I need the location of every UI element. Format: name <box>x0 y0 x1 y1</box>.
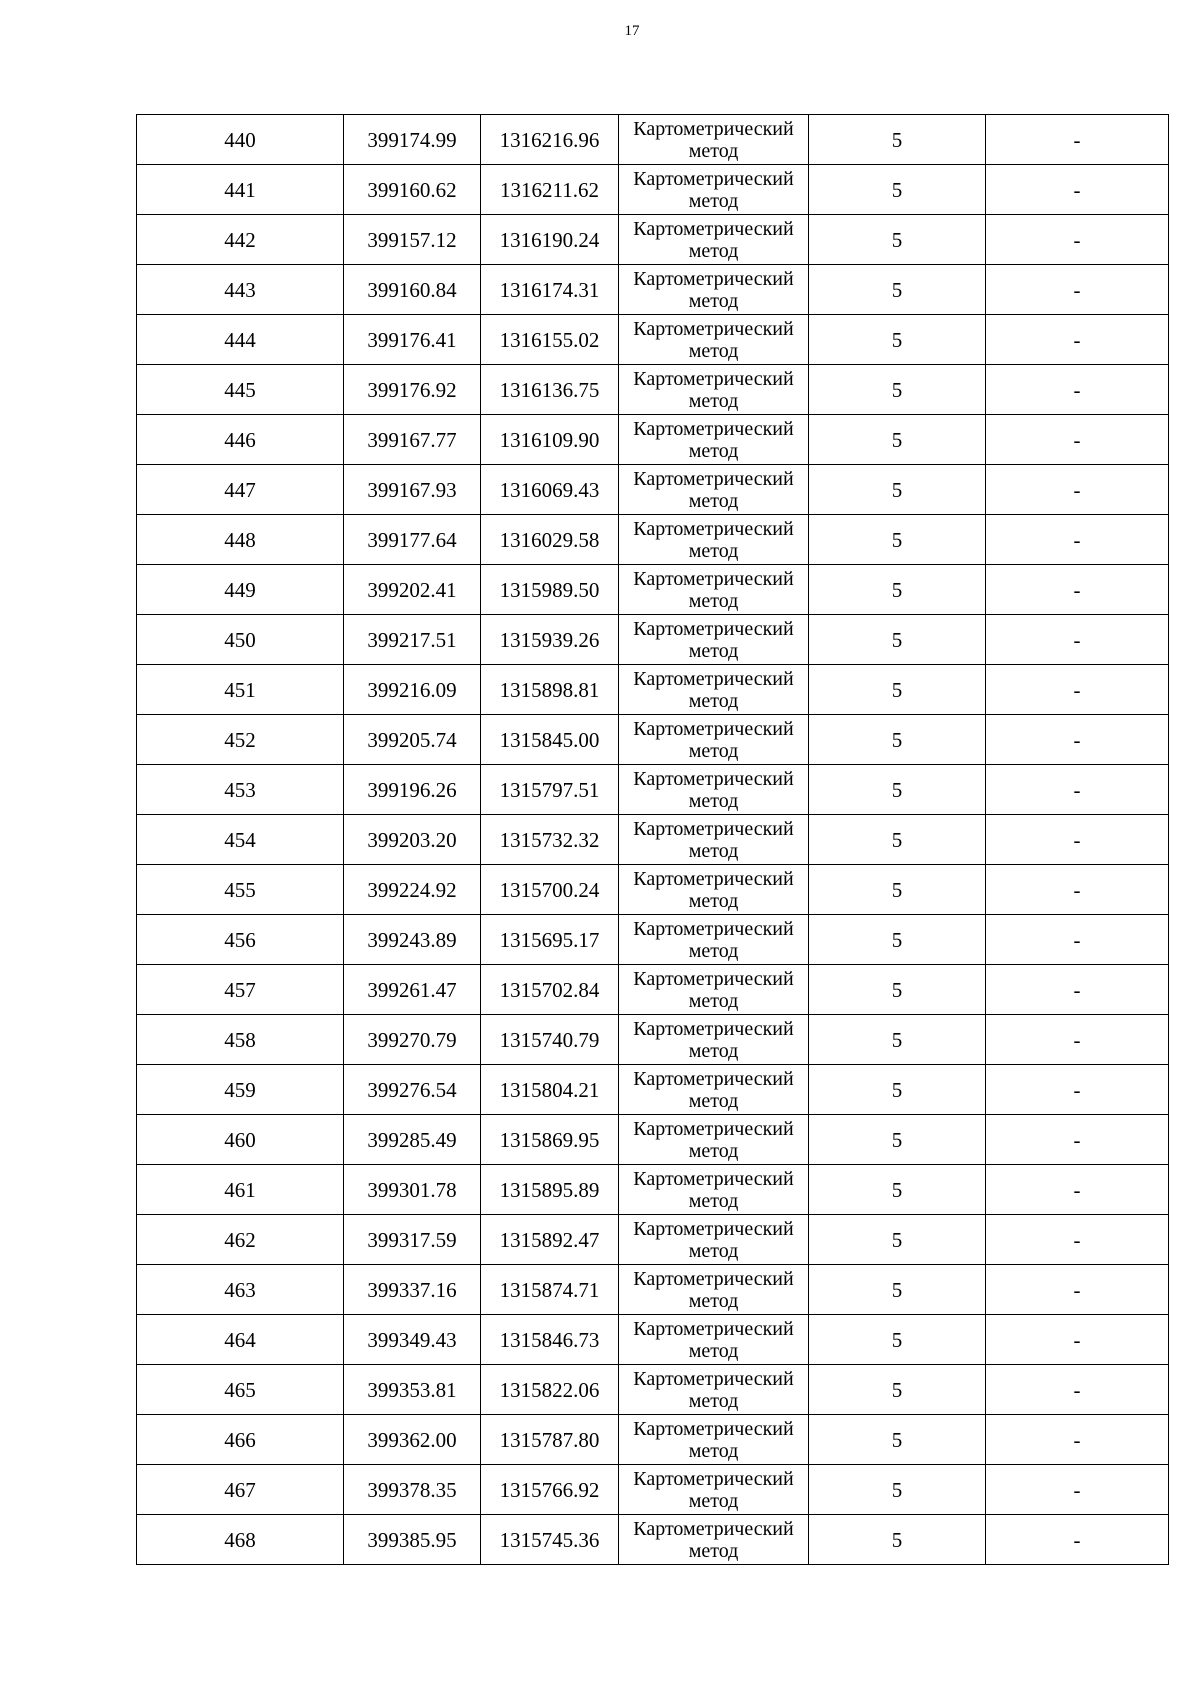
note-cell: - <box>986 1015 1169 1065</box>
note-cell: - <box>986 565 1169 615</box>
precision-cell: 5 <box>809 715 986 765</box>
point-number-cell: 455 <box>137 865 344 915</box>
point-number-cell: 450 <box>137 615 344 665</box>
table-row <box>137 365 1169 415</box>
method-cell <box>619 1515 809 1565</box>
method-cell <box>619 1315 809 1365</box>
note-cell: - <box>986 815 1169 865</box>
method-line2: метод <box>688 489 739 512</box>
method-cell <box>619 565 809 615</box>
point-number-cell: 453 <box>137 765 344 815</box>
method-cell <box>619 1115 809 1165</box>
x-coordinate-cell: 399160.84 <box>344 265 481 315</box>
point-number-cell: 444 <box>137 315 344 365</box>
x-coordinate-cell: 399378.35 <box>344 1465 481 1515</box>
table-row <box>137 1015 1169 1065</box>
method-line1: Картометрический <box>633 1067 794 1090</box>
table-row <box>137 1165 1169 1215</box>
table-row <box>137 815 1169 865</box>
precision-cell: 5 <box>809 515 986 565</box>
y-coordinate-cell: 1315845.00 <box>481 715 619 765</box>
table-row <box>137 215 1169 265</box>
method-line1: Картометрический <box>633 1367 794 1390</box>
note-cell: - <box>986 115 1169 165</box>
method-line2: метод <box>688 1339 739 1362</box>
point-number-cell: 457 <box>137 965 344 1015</box>
y-coordinate-cell: 1315898.81 <box>481 665 619 715</box>
method-cell <box>619 1415 809 1465</box>
x-coordinate-cell: 399270.79 <box>344 1015 481 1065</box>
note-cell: - <box>986 1115 1169 1165</box>
y-coordinate-cell: 1315787.80 <box>481 1415 619 1465</box>
note-cell: - <box>986 1365 1169 1415</box>
point-number-cell: 452 <box>137 715 344 765</box>
precision-cell: 5 <box>809 815 986 865</box>
note-cell: - <box>986 915 1169 965</box>
x-coordinate-cell: 399167.77 <box>344 415 481 465</box>
y-coordinate-cell: 1315766.92 <box>481 1465 619 1515</box>
method-line2: метод <box>688 1089 739 1112</box>
point-number-cell: 460 <box>137 1115 344 1165</box>
method-line1: Картометрический <box>633 367 794 390</box>
method-line1: Картометрический <box>633 267 794 290</box>
method-line2: метод <box>688 1239 739 1262</box>
point-number-cell: 448 <box>137 515 344 565</box>
method-line2: метод <box>688 389 739 412</box>
method-cell <box>619 1365 809 1415</box>
point-number-cell: 463 <box>137 1265 344 1315</box>
note-cell: - <box>986 1415 1169 1465</box>
method-cell <box>619 765 809 815</box>
method-line1: Картометрический <box>633 617 794 640</box>
y-coordinate-cell: 1315989.50 <box>481 565 619 615</box>
note-cell: - <box>986 1065 1169 1115</box>
precision-cell: 5 <box>809 565 986 615</box>
point-number-cell: 449 <box>137 565 344 615</box>
precision-cell: 5 <box>809 1015 986 1065</box>
point-number-cell: 446 <box>137 415 344 465</box>
precision-cell: 5 <box>809 415 986 465</box>
table-row <box>137 1515 1169 1565</box>
table-row <box>137 1365 1169 1415</box>
precision-cell: 5 <box>809 1365 986 1415</box>
method-line1: Картометрический <box>633 1217 794 1240</box>
point-number-cell: 454 <box>137 815 344 865</box>
method-line1: Картометрический <box>633 767 794 790</box>
x-coordinate-cell: 399205.74 <box>344 715 481 765</box>
method-line2: метод <box>688 739 739 762</box>
method-line2: метод <box>688 189 739 212</box>
method-line1: Картометрический <box>633 1417 794 1440</box>
method-cell <box>619 465 809 515</box>
y-coordinate-cell: 1315939.26 <box>481 615 619 665</box>
table-row <box>137 1465 1169 1515</box>
method-line1: Картометрический <box>633 517 794 540</box>
x-coordinate-cell: 399362.00 <box>344 1415 481 1465</box>
note-cell: - <box>986 965 1169 1015</box>
point-number-cell: 466 <box>137 1415 344 1465</box>
precision-cell: 5 <box>809 465 986 515</box>
point-number-cell: 467 <box>137 1465 344 1515</box>
precision-cell: 5 <box>809 865 986 915</box>
y-coordinate-cell: 1316109.90 <box>481 415 619 465</box>
note-cell: - <box>986 1215 1169 1265</box>
method-line2: метод <box>688 939 739 962</box>
table-row <box>137 165 1169 215</box>
x-coordinate-cell: 399276.54 <box>344 1065 481 1115</box>
x-coordinate-cell: 399301.78 <box>344 1165 481 1215</box>
x-coordinate-cell: 399196.26 <box>344 765 481 815</box>
method-cell <box>619 1215 809 1265</box>
precision-cell: 5 <box>809 265 986 315</box>
method-line1: Картометрический <box>633 567 794 590</box>
point-number-cell: 468 <box>137 1515 344 1565</box>
x-coordinate-cell: 399217.51 <box>344 615 481 665</box>
x-coordinate-cell: 399176.41 <box>344 315 481 365</box>
x-coordinate-cell: 399202.41 <box>344 565 481 615</box>
method-cell <box>619 115 809 165</box>
note-cell: - <box>986 715 1169 765</box>
precision-cell: 5 <box>809 965 986 1015</box>
table-row <box>137 1115 1169 1165</box>
precision-cell: 5 <box>809 215 986 265</box>
note-cell: - <box>986 265 1169 315</box>
table-row <box>137 965 1169 1015</box>
method-line1: Картометрический <box>633 1017 794 1040</box>
precision-cell: 5 <box>809 315 986 365</box>
precision-cell: 5 <box>809 165 986 215</box>
precision-cell: 5 <box>809 1265 986 1315</box>
method-line1: Картометрический <box>633 117 794 140</box>
precision-cell: 5 <box>809 1165 986 1215</box>
table-row <box>137 565 1169 615</box>
note-cell: - <box>986 1165 1169 1215</box>
method-line2: метод <box>688 1439 739 1462</box>
y-coordinate-cell: 1316136.75 <box>481 365 619 415</box>
note-cell: - <box>986 865 1169 915</box>
method-cell <box>619 315 809 365</box>
precision-cell: 5 <box>809 1215 986 1265</box>
method-line2: метод <box>688 589 739 612</box>
table-row <box>137 615 1169 665</box>
x-coordinate-cell: 399285.49 <box>344 1115 481 1165</box>
note-cell: - <box>986 415 1169 465</box>
method-line2: метод <box>688 1139 739 1162</box>
page-number: 17 <box>624 23 640 39</box>
coordinates-table-body <box>137 115 1169 1565</box>
point-number-cell: 440 <box>137 115 344 165</box>
y-coordinate-cell: 1315892.47 <box>481 1215 619 1265</box>
point-number-cell: 459 <box>137 1065 344 1115</box>
precision-cell: 5 <box>809 665 986 715</box>
method-cell <box>619 965 809 1015</box>
y-coordinate-cell: 1316211.62 <box>481 165 619 215</box>
method-line2: метод <box>688 689 739 712</box>
x-coordinate-cell: 399243.89 <box>344 915 481 965</box>
method-line2: метод <box>688 1389 739 1412</box>
method-line2: метод <box>688 1189 739 1212</box>
method-cell <box>619 215 809 265</box>
method-cell <box>619 615 809 665</box>
method-line2: метод <box>688 1039 739 1062</box>
precision-cell: 5 <box>809 115 986 165</box>
table-row <box>137 415 1169 465</box>
method-cell <box>619 415 809 465</box>
point-number-cell: 465 <box>137 1365 344 1415</box>
table-row <box>137 1215 1169 1265</box>
precision-cell: 5 <box>809 1515 986 1565</box>
point-number-cell: 464 <box>137 1315 344 1365</box>
table-row <box>137 515 1169 565</box>
y-coordinate-cell: 1315822.06 <box>481 1365 619 1415</box>
y-coordinate-cell: 1315700.24 <box>481 865 619 915</box>
method-line1: Картометрический <box>633 217 794 240</box>
method-cell <box>619 1265 809 1315</box>
precision-cell: 5 <box>809 1415 986 1465</box>
coordinates-table <box>136 114 1169 1565</box>
table-row <box>137 865 1169 915</box>
note-cell: - <box>986 365 1169 415</box>
method-line2: метод <box>688 1539 739 1562</box>
note-cell: - <box>986 1465 1169 1515</box>
method-cell <box>619 365 809 415</box>
note-cell: - <box>986 1265 1169 1315</box>
point-number-cell: 445 <box>137 365 344 415</box>
x-coordinate-cell: 399203.20 <box>344 815 481 865</box>
method-cell <box>619 815 809 865</box>
method-line1: Картометрический <box>633 967 794 990</box>
table-row <box>137 765 1169 815</box>
x-coordinate-cell: 399385.95 <box>344 1515 481 1565</box>
method-cell <box>619 1165 809 1215</box>
method-cell <box>619 265 809 315</box>
y-coordinate-cell: 1315804.21 <box>481 1065 619 1115</box>
x-coordinate-cell: 399216.09 <box>344 665 481 715</box>
method-line2: метод <box>688 1289 739 1312</box>
method-line1: Картометрический <box>633 1167 794 1190</box>
table-row <box>137 1065 1169 1115</box>
method-line1: Картометрический <box>633 667 794 690</box>
method-line1: Картометрический <box>633 417 794 440</box>
precision-cell: 5 <box>809 1065 986 1115</box>
method-line1: Картометрический <box>633 1467 794 1490</box>
table-row <box>137 115 1169 165</box>
x-coordinate-cell: 399337.16 <box>344 1265 481 1315</box>
y-coordinate-cell: 1315797.51 <box>481 765 619 815</box>
note-cell: - <box>986 765 1169 815</box>
method-line2: метод <box>688 789 739 812</box>
y-coordinate-cell: 1315702.84 <box>481 965 619 1015</box>
point-number-cell: 442 <box>137 215 344 265</box>
x-coordinate-cell: 399167.93 <box>344 465 481 515</box>
y-coordinate-cell: 1315895.89 <box>481 1165 619 1215</box>
method-line2: метод <box>688 289 739 312</box>
x-coordinate-cell: 399261.47 <box>344 965 481 1015</box>
method-line1: Картометрический <box>633 917 794 940</box>
point-number-cell: 451 <box>137 665 344 715</box>
table-row <box>137 1315 1169 1365</box>
table-row <box>137 265 1169 315</box>
y-coordinate-cell: 1316155.02 <box>481 315 619 365</box>
point-number-cell: 458 <box>137 1015 344 1065</box>
method-line1: Картометрический <box>633 1267 794 1290</box>
method-line1: Картометрический <box>633 717 794 740</box>
note-cell: - <box>986 665 1169 715</box>
method-cell <box>619 165 809 215</box>
method-line1: Картометрический <box>633 467 794 490</box>
y-coordinate-cell: 1316174.31 <box>481 265 619 315</box>
note-cell: - <box>986 315 1169 365</box>
method-line2: метод <box>688 439 739 462</box>
table-row <box>137 915 1169 965</box>
x-coordinate-cell: 399349.43 <box>344 1315 481 1365</box>
method-line1: Картометрический <box>633 817 794 840</box>
y-coordinate-cell: 1315846.73 <box>481 1315 619 1365</box>
method-line2: метод <box>688 989 739 1012</box>
method-cell <box>619 1015 809 1065</box>
table-row <box>137 665 1169 715</box>
note-cell: - <box>986 615 1169 665</box>
method-cell <box>619 915 809 965</box>
point-number-cell: 447 <box>137 465 344 515</box>
note-cell: - <box>986 165 1169 215</box>
table-row <box>137 465 1169 515</box>
y-coordinate-cell: 1316216.96 <box>481 115 619 165</box>
y-coordinate-cell: 1315874.71 <box>481 1265 619 1315</box>
method-cell <box>619 1465 809 1515</box>
point-number-cell: 462 <box>137 1215 344 1265</box>
method-cell <box>619 515 809 565</box>
method-line1: Картометрический <box>633 1317 794 1340</box>
table-row <box>137 715 1169 765</box>
x-coordinate-cell: 399176.92 <box>344 365 481 415</box>
point-number-cell: 443 <box>137 265 344 315</box>
method-line2: метод <box>688 889 739 912</box>
y-coordinate-cell: 1315869.95 <box>481 1115 619 1165</box>
method-line1: Картометрический <box>633 1517 794 1540</box>
x-coordinate-cell: 399177.64 <box>344 515 481 565</box>
y-coordinate-cell: 1315740.79 <box>481 1015 619 1065</box>
note-cell: - <box>986 515 1169 565</box>
method-line1: Картометрический <box>633 867 794 890</box>
method-cell <box>619 865 809 915</box>
method-line1: Картометрический <box>633 1117 794 1140</box>
note-cell: - <box>986 465 1169 515</box>
method-line1: Картометрический <box>633 167 794 190</box>
y-coordinate-cell: 1315732.32 <box>481 815 619 865</box>
point-number-cell: 456 <box>137 915 344 965</box>
method-line2: метод <box>688 139 739 162</box>
x-coordinate-cell: 399157.12 <box>344 215 481 265</box>
precision-cell: 5 <box>809 365 986 415</box>
note-cell: - <box>986 215 1169 265</box>
method-cell <box>619 665 809 715</box>
x-coordinate-cell: 399160.62 <box>344 165 481 215</box>
precision-cell: 5 <box>809 1465 986 1515</box>
table-row <box>137 315 1169 365</box>
method-line2: метод <box>688 239 739 262</box>
note-cell: - <box>986 1515 1169 1565</box>
table-row <box>137 1415 1169 1465</box>
method-line2: метод <box>688 839 739 862</box>
y-coordinate-cell: 1315695.17 <box>481 915 619 965</box>
method-line2: метод <box>688 1489 739 1512</box>
point-number-cell: 461 <box>137 1165 344 1215</box>
note-cell: - <box>986 1315 1169 1365</box>
precision-cell: 5 <box>809 1315 986 1365</box>
method-line1: Картометрический <box>633 317 794 340</box>
point-number-cell: 441 <box>137 165 344 215</box>
x-coordinate-cell: 399317.59 <box>344 1215 481 1265</box>
precision-cell: 5 <box>809 765 986 815</box>
x-coordinate-cell: 399174.99 <box>344 115 481 165</box>
method-cell <box>619 1065 809 1115</box>
x-coordinate-cell: 399353.81 <box>344 1365 481 1415</box>
method-line2: метод <box>688 539 739 562</box>
y-coordinate-cell: 1315745.36 <box>481 1515 619 1565</box>
table-row <box>137 1265 1169 1315</box>
precision-cell: 5 <box>809 615 986 665</box>
method-cell <box>619 715 809 765</box>
y-coordinate-cell: 1316029.58 <box>481 515 619 565</box>
y-coordinate-cell: 1316069.43 <box>481 465 619 515</box>
precision-cell: 5 <box>809 915 986 965</box>
method-line2: метод <box>688 639 739 662</box>
precision-cell: 5 <box>809 1115 986 1165</box>
y-coordinate-cell: 1316190.24 <box>481 215 619 265</box>
x-coordinate-cell: 399224.92 <box>344 865 481 915</box>
method-line2: метод <box>688 339 739 362</box>
